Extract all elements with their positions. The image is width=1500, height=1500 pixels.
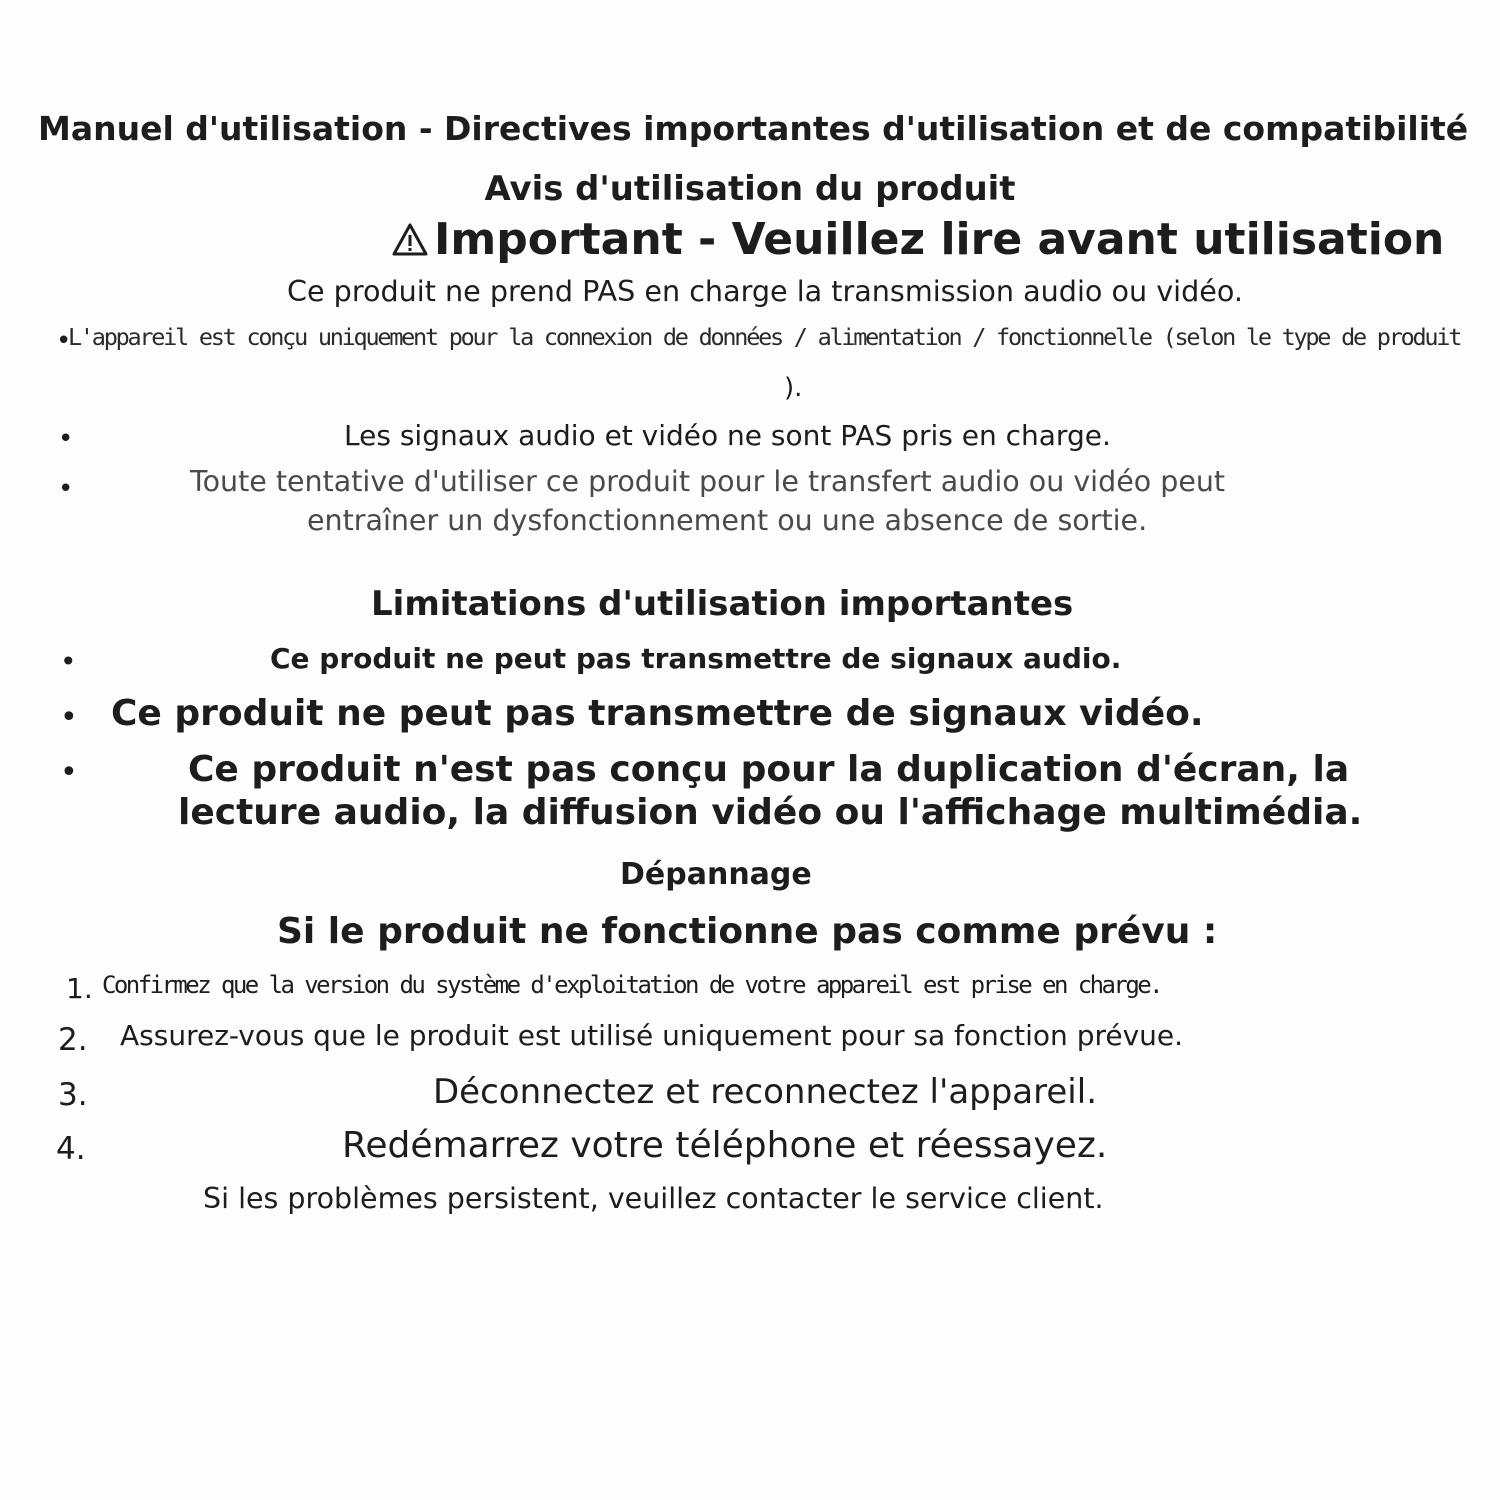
- step-4-text: Redémarrez votre téléphone et réessayez.: [342, 1125, 1108, 1166]
- notice-bullet-1-continued: ).: [784, 373, 803, 403]
- troubleshooting-subheading: Si le produit ne fonctionne pas comme prévu :: [277, 911, 1218, 952]
- troubleshooting-footer: Si les problèmes persistent, veuillez contacter le service client.: [203, 1182, 1104, 1215]
- notice-heading: Important - Veuillez lire avant utilisation: [434, 214, 1445, 265]
- step-number: 3.: [58, 1077, 88, 1113]
- limitations-bullet-1: Ce produit ne peut pas transmettre de signaux audio.: [270, 642, 1122, 675]
- notice-bullet-3-line-1: Toute tentative d'utiliser ce produit pour le transfert audio ou vidéo peut: [190, 465, 1226, 498]
- step-number: 1.: [66, 972, 93, 1005]
- bullet-icon: •: [60, 700, 78, 735]
- troubleshooting-heading: Dépannage: [620, 857, 812, 892]
- bullet-icon: •: [56, 326, 72, 356]
- step-2-text: Assurez-vous que le produit est utilisé uniquement pour sa fonction prévue.: [120, 1019, 1184, 1052]
- bullet-icon: •: [58, 424, 74, 454]
- manual-subtitle: Avis d'utilisation du produit: [484, 169, 1016, 208]
- notice-bullet-3-line-2: entraîner un dysfonctionnement ou une absence de sortie.: [307, 504, 1148, 537]
- manual-title: Manuel d'utilisation - Directives importantes d'utilisation et de compatibilité: [38, 109, 1469, 148]
- limitations-bullet-3-line-2: lecture audio, la diffusion vidéo ou l'affichage multimédia.: [178, 792, 1363, 833]
- limitations-bullet-3-line-1: Ce produit n'est pas conçu pour la duplication d'écran, la: [188, 749, 1350, 790]
- bullet-icon: •: [60, 645, 77, 678]
- limitations-bullet-2: Ce produit ne peut pas transmettre de signaux vidéo.: [111, 693, 1204, 734]
- step-3-text: Déconnectez et reconnectez l'appareil.: [433, 1072, 1097, 1112]
- bullet-icon: •: [58, 474, 74, 504]
- step-number: 4.: [56, 1131, 86, 1167]
- warning-triangle-icon: [390, 220, 430, 260]
- notice-bullet-2: Les signaux audio et vidéo ne sont PAS pris en charge.: [344, 419, 1111, 452]
- notice-bullet-1: L'appareil est conçu uniquement pour la connexion de données / alimentation / fonctionnelle (selon le type de produit: [68, 323, 1461, 351]
- bullet-icon: •: [60, 755, 78, 790]
- step-1-text: Confirmez que la version du système d'exploitation de votre appareil est prise en charge.: [102, 971, 1162, 999]
- step-number: 2.: [58, 1022, 88, 1058]
- notice-heading-row: [0, 216, 1500, 264]
- limitations-heading: Limitations d'utilisation importantes: [371, 584, 1074, 624]
- notice-intro: Ce produit ne prend PAS en charge la transmission audio ou vidéo.: [287, 274, 1243, 308]
